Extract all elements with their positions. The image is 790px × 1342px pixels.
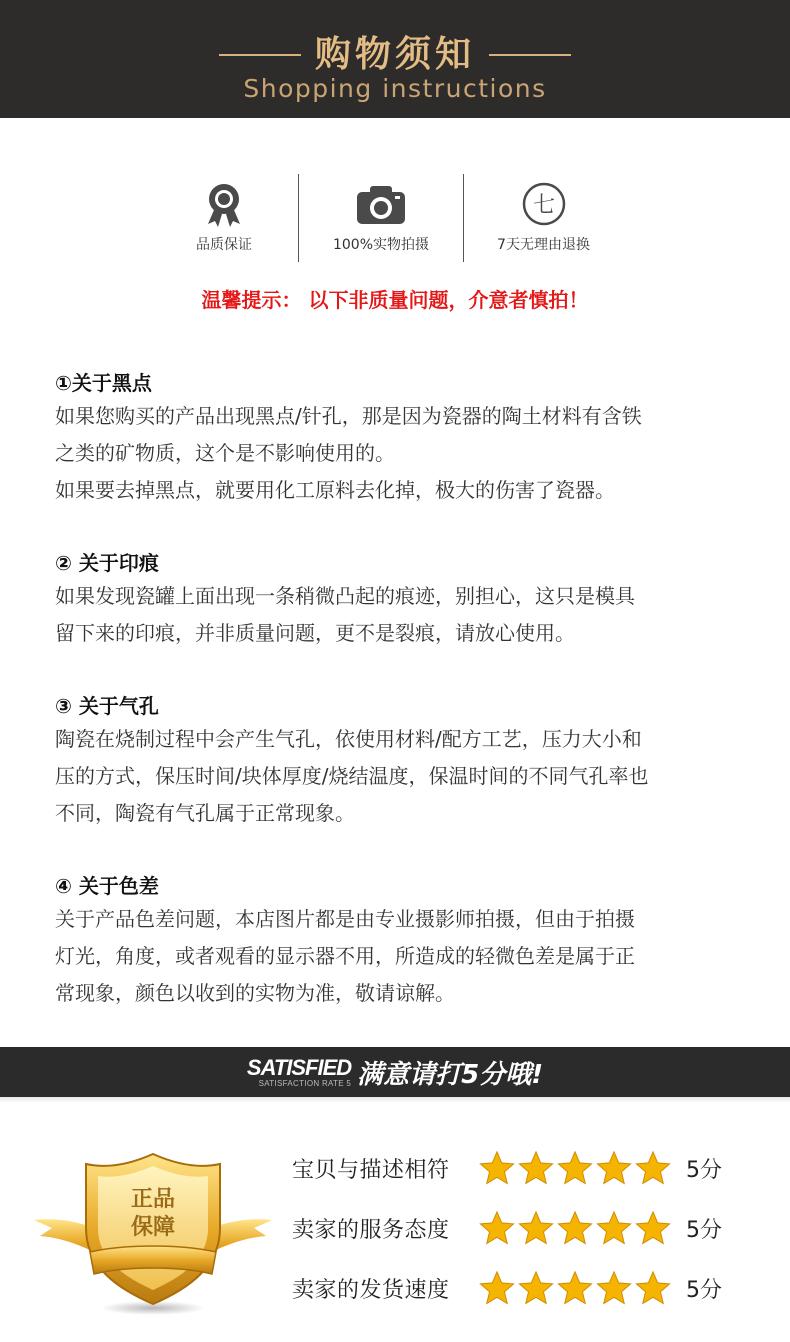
rating-label: 宝贝与描述相符	[292, 1157, 450, 1183]
rating-row-shipping	[292, 1268, 722, 1308]
banner-subtitle-en: SATISFACTION RATE 5	[258, 1078, 352, 1088]
section-text-line: 如果发现瓷罐上面出现一条稍微凸起的痕迹，别担心，这只是模具	[55, 584, 635, 608]
feature-real-photo	[298, 174, 463, 262]
section-text-line: 不同，陶瓷有气孔属于正常现象。	[55, 801, 355, 825]
star-rating	[478, 1149, 672, 1187]
feature-label: 7天无理由退换	[497, 237, 590, 253]
rating-score: 5分	[686, 1217, 722, 1243]
title-line-left	[219, 54, 301, 56]
section-text-line: 之类的矿物质，这个是不影响使用的。	[55, 441, 395, 465]
seven-glyph: 七	[532, 193, 555, 218]
rating-score: 5分	[686, 1157, 722, 1183]
section-title: ④ 关于色差	[55, 874, 159, 898]
section-text-line: 压的方式，保压时间/块体厚度/烧结温度，保温时间的不同气孔率也	[55, 764, 649, 788]
rating-row-description	[292, 1148, 722, 1188]
star-icon	[556, 1149, 594, 1187]
section-text-line: 如果您购买的产品出现黑点/针孔，那是因为瓷器的陶土材料有含铁	[55, 404, 642, 428]
star-icon	[517, 1149, 555, 1187]
feature-quality	[150, 174, 298, 262]
rating-label: 卖家的发货速度	[292, 1277, 450, 1303]
section-color-difference	[55, 871, 755, 1012]
section-title: ①关于黑点	[55, 371, 152, 395]
star-icon	[634, 1149, 672, 1187]
genuine-guarantee-badge	[30, 1148, 276, 1318]
seven-circle-icon	[520, 180, 568, 228]
star-icon	[595, 1149, 633, 1187]
rating-label: 卖家的服务态度	[292, 1217, 450, 1243]
badge-text-line1: 正品	[130, 1187, 176, 1212]
feature-return	[463, 174, 623, 262]
star-icon	[478, 1269, 516, 1307]
camera-icon	[353, 180, 409, 228]
star-icon	[478, 1149, 516, 1187]
star-icon	[478, 1209, 516, 1247]
page-title: 购物须知	[314, 34, 475, 75]
title-line-right	[489, 54, 571, 56]
star-icon	[595, 1269, 633, 1307]
section-marks	[55, 548, 755, 652]
section-text-line: 常现象，颜色以收到的实物为准，敬请谅解。	[55, 981, 455, 1005]
section-title: ② 关于印痕	[55, 551, 159, 575]
title-row	[0, 30, 790, 80]
star-icon	[556, 1209, 594, 1247]
star-icon	[517, 1209, 555, 1247]
section-black-spots	[55, 368, 755, 509]
star-icon	[634, 1269, 672, 1307]
section-text-line: 关于产品色差问题，本店图片都是由专业摄影师拍摄，但由于拍摄	[55, 907, 635, 931]
section-pores	[55, 691, 755, 832]
badge-text-line2: 保障	[130, 1215, 176, 1240]
banner-english	[246, 1054, 352, 1088]
satisfied-banner	[0, 1047, 790, 1097]
feature-list	[150, 174, 650, 262]
star-icon	[595, 1209, 633, 1247]
section-title: ③ 关于气孔	[55, 694, 159, 718]
section-text-line: 陶瓷在烧制过程中会产生气孔，依使用材料/配方工艺，压力大小和	[55, 727, 642, 751]
feature-label: 品质保证	[196, 237, 252, 253]
star-rating	[478, 1269, 672, 1307]
banner-title-en: SATISFIED	[246, 1054, 352, 1080]
header-banner	[0, 0, 790, 118]
star-rating	[478, 1209, 672, 1247]
star-icon	[634, 1209, 672, 1247]
star-icon	[517, 1269, 555, 1307]
rating-score: 5分	[686, 1277, 722, 1303]
feature-label: 100%实物拍摄	[332, 237, 430, 253]
banner-shadow	[0, 1097, 790, 1103]
rating-row-service	[292, 1208, 722, 1248]
award-ribbon-icon	[200, 180, 248, 228]
warning-notice: 温馨提示： 以下非质量问题，介意者慎拍！	[201, 288, 589, 312]
star-icon	[556, 1269, 594, 1307]
section-text-line: 如果要去掉黑点，就要用化工原料去化掉，极大的伤害了瓷器。	[55, 478, 615, 502]
section-text-line: 留下来的印痕，并非质量问题，更不是裂痕，请放心使用。	[55, 621, 575, 645]
page-subtitle: Shopping instructions	[243, 74, 547, 103]
section-text-line: 灯光，角度，或者观看的显示器不用，所造成的轻微色差是属于正	[55, 944, 635, 968]
banner-title-cn: 满意请打5分哦!	[357, 1059, 544, 1090]
